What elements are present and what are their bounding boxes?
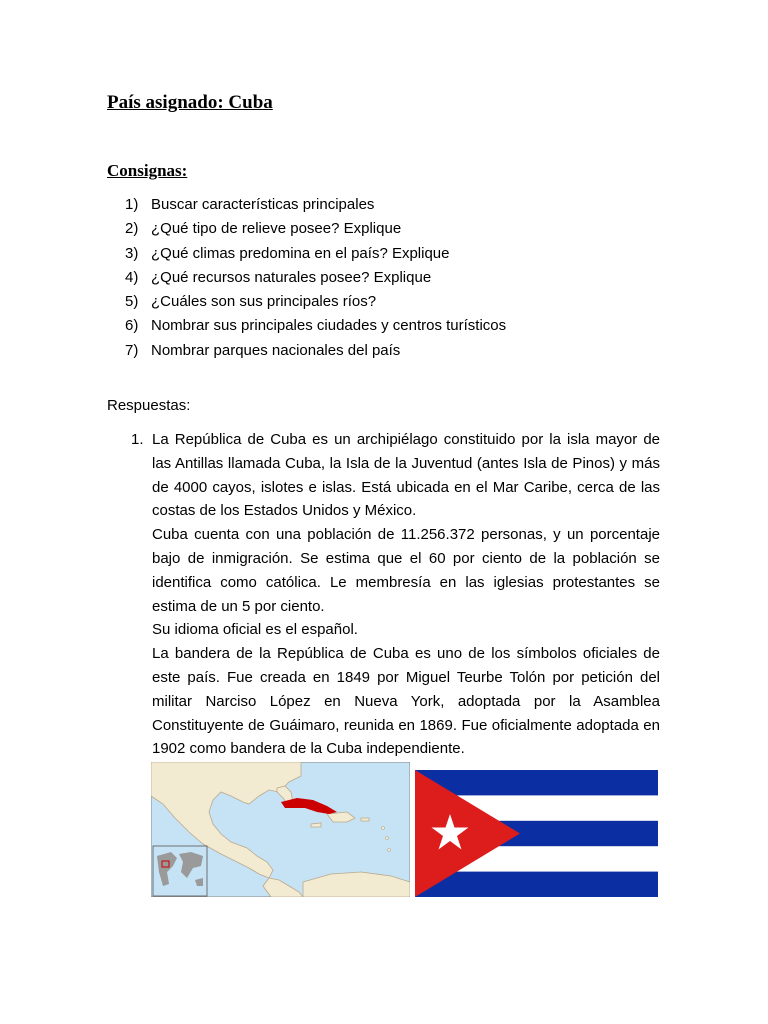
page-title: País asignado: Cuba — [107, 92, 273, 113]
consignas-list — [107, 193, 506, 363]
image-row — [151, 762, 659, 897]
cuba-flag-icon — [415, 770, 658, 897]
answer-number: 1. — [131, 431, 144, 448]
respuestas-heading: Respuestas: — [107, 397, 191, 414]
list-item: 4) ¿Qué recursos naturales posee? Explique — [125, 268, 432, 286]
list-item: 7) Nombrar parques nacionales del país — [125, 341, 401, 359]
list-item: 5) ¿Cuáles son sus principales ríos? — [125, 293, 377, 311]
list-item: 6) Nombrar sus principales ciudades y centros turísticos — [125, 317, 507, 335]
answer-item — [131, 428, 660, 761]
list-item: 2) ¿Qué tipo de relieve posee? Explique — [125, 220, 402, 238]
list-item: 1) Buscar características principales — [125, 196, 375, 213]
answer-paragraph: La bandera de la República de Cuba es uno de los símbolos oficiales de este país. Fue creada en 1849 por Miguel Teurbe Tolón por petición del militar Narciso López en Nueva York, adoptada por la Asamblea Constituyente de Guáimaro, reunida en 1869. Fue oficialmente adoptada en 1902 como bandera de la Cuba independiente. — [152, 645, 660, 758]
list-item: 3) ¿Qué climas predomina en el país? Explique — [125, 244, 450, 262]
consignas-heading: Consignas: — [107, 161, 188, 180]
answer-paragraph: Su idioma oficial es el español. — [152, 621, 358, 639]
cuba-location-map-icon — [151, 762, 410, 897]
answer-paragraph: Cuba cuenta con una población de 11.256.372 personas, y un porcentaje bajo de inmigración. Se estima que el 60 por ciento de la población se identifica como católica. Le membresía en las iglesias protestantes se estima de un 5 por ciento. — [152, 526, 660, 615]
answer-paragraph: La República de Cuba es un archipiélago constituido por la isla mayor de las Antillas llamada Cuba, la Isla de la Juventud (antes Isla de Pinos) y más de 4000 cayos, islotes e islas. Está ubicada en el Mar Caribe, cerca de las costas de los Estados Unidos y México. — [152, 431, 660, 520]
answers-list — [131, 428, 660, 761]
